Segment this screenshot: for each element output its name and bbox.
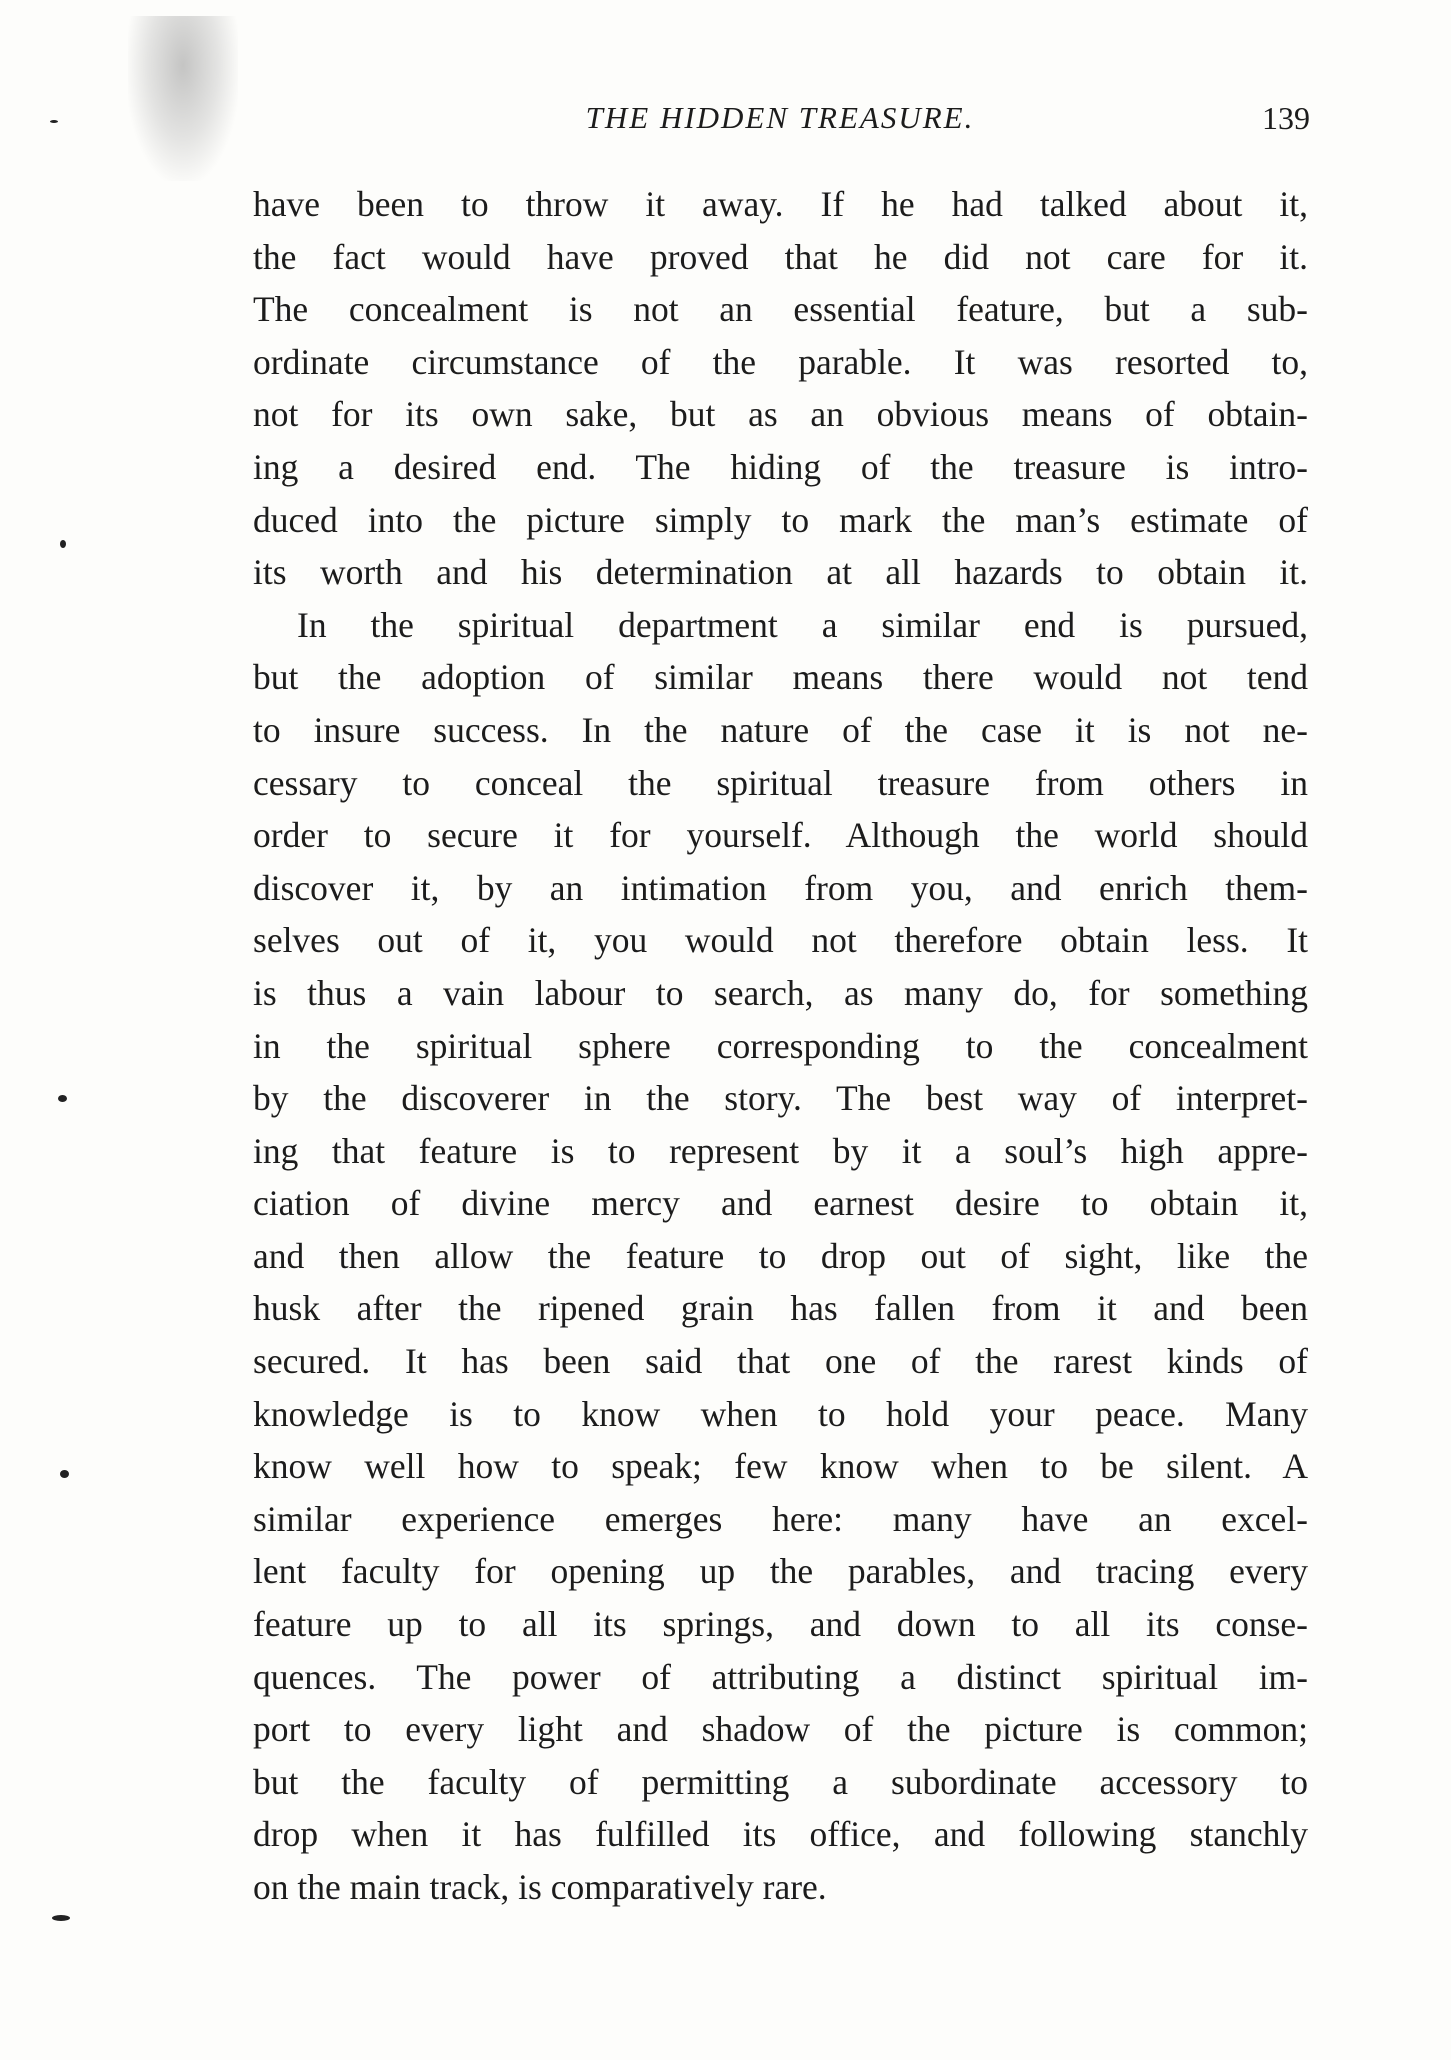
text-line: The concealment is not an essential feature, but a sub- xyxy=(253,289,1308,330)
text-line: feature up to all its springs, and down to all its conse- xyxy=(253,1604,1308,1645)
text-line: ordinate circumstance of the parable. It was resorted to, xyxy=(253,341,1308,382)
text-line: have been to throw it away. If he had talked about it, xyxy=(253,184,1308,224)
text-line: quences. The power of attributing a distinct spiritual im- xyxy=(253,1656,1308,1697)
text-line: similar experience emerges here: many have an excel- xyxy=(253,1498,1308,1539)
text-line: but the faculty of permitting a subordinate accessory to xyxy=(253,1761,1308,1802)
text-line: know well how to speak; few know when to be silent. A xyxy=(253,1446,1308,1487)
text-line: secured. It has been said that one of the rarest kinds of xyxy=(253,1341,1308,1382)
ink-speck xyxy=(52,1915,70,1921)
ink-speck xyxy=(60,1470,69,1478)
text-line: not for its own sake, but as an obvious means of obtain- xyxy=(253,394,1308,435)
text-line: drop when it has fulfilled its office, and following stanchly xyxy=(253,1814,1308,1855)
text-line: duced into the picture simply to mark the man’s estimate of xyxy=(253,499,1308,540)
text-line: the fact would have proved that he did not care for it. xyxy=(253,236,1308,277)
text-line: knowledge is to know when to hold your peace. Many xyxy=(253,1393,1308,1434)
scan-smudge xyxy=(128,16,238,181)
text-line: ciation of divine mercy and earnest desire to obtain it, xyxy=(253,1183,1308,1224)
text-line: port to every light and shadow of the picture is common; xyxy=(253,1709,1308,1750)
text-line: ing that feature is to represent by it a soul’s high appre- xyxy=(253,1130,1308,1171)
text-line: lent faculty for opening up the parables, and tracing every xyxy=(253,1551,1308,1592)
text-line: discover it, by an intimation from you, and enrich them- xyxy=(253,867,1308,908)
ink-speck xyxy=(58,1095,67,1102)
text-line: by the discoverer in the story. The best way of interpret- xyxy=(253,1078,1308,1119)
text-line: cessary to conceal the spiritual treasure from others in xyxy=(253,762,1308,803)
paragraph-start-line: In the spiritual department a similar end is pursued, xyxy=(297,604,1308,645)
text-line: husk after the ripened grain has fallen from it and been xyxy=(253,1288,1308,1329)
text-line: to insure success. In the nature of the case it is not ne- xyxy=(253,709,1308,750)
text-line: order to secure it for yourself. Although the world should xyxy=(253,815,1308,856)
running-header xyxy=(250,100,1310,144)
text-line: in the spiritual sphere corresponding to the concealment xyxy=(253,1025,1308,1066)
text-line: but the adoption of similar means there would not tend xyxy=(253,657,1308,698)
text-line: selves out of it, you would not therefore obtain less. It xyxy=(253,920,1308,961)
ink-speck xyxy=(60,540,66,548)
text-line: its worth and his determination at all hazards to obtain it. xyxy=(253,552,1308,593)
text-line: ing a desired end. The hiding of the treasure is intro- xyxy=(253,446,1308,487)
paragraph-end-line: on the main track, is comparatively rare. xyxy=(253,1867,827,1907)
text-line: and then allow the feature to drop out of sight, like the xyxy=(253,1235,1308,1276)
ink-speck xyxy=(50,120,58,123)
running-title: THE HIDDEN TREASURE. xyxy=(585,100,975,135)
body-text xyxy=(253,178,1308,1914)
page-number: 139 xyxy=(1262,100,1310,136)
text-line: is thus a vain labour to search, as many do, for something xyxy=(253,972,1308,1013)
